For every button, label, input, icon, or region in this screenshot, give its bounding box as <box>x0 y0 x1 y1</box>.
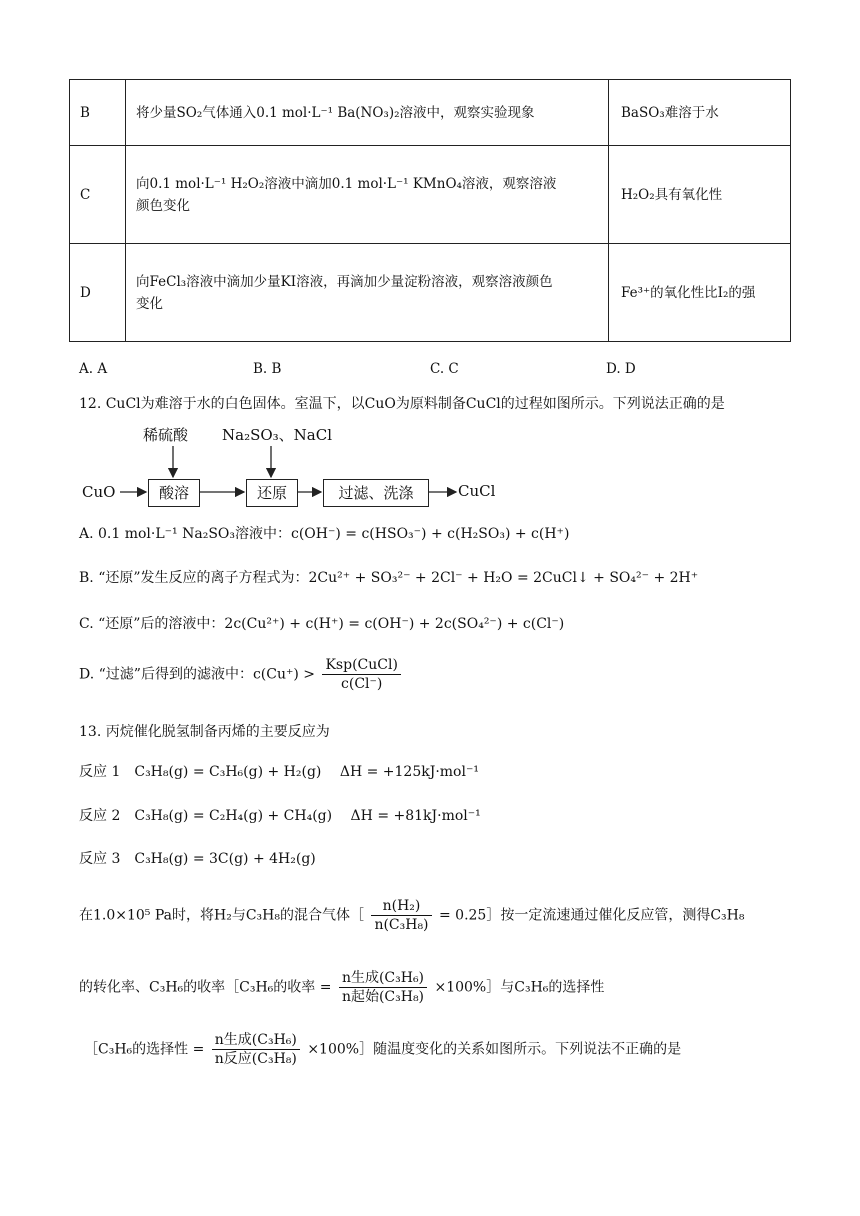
row-conclusion: Fe³⁺的氧化性比I₂的强 <box>609 244 791 342</box>
reaction-1: 反应 1 C₃H₈(g) = C₃H₆(g) + H₂(g) ΔH = +125kJ·mol⁻¹ <box>79 764 479 780</box>
reagent-reducer: Na₂SO₃、NaCl <box>222 426 333 444</box>
row-operation-line: 向FeCl₃溶液中滴加少量KI溶液，再滴加少量淀粉溶液，观察溶液颜色 <box>136 273 553 290</box>
ratio-fraction <box>371 897 431 934</box>
row-operation-line: 颜色变化 <box>136 197 190 214</box>
yield-text: 的转化率、C₃H₆的收率［C₃H₆的收率 = <box>79 979 332 996</box>
flow-end: CuCl <box>458 482 496 500</box>
row-operation-line: 变化 <box>136 295 163 312</box>
option-d-prefix: D. “过滤”后得到的滤液中：c(Cu⁺) > <box>79 666 316 683</box>
flow-step-acid: 酸溶 <box>148 479 200 507</box>
fraction-denominator: n反应(C₃H₈) <box>214 1051 297 1067</box>
q12-option-c[interactable]: C. “还原”后的溶液中：2c(Cu²⁺) + c(H⁺) = c(OH⁻) + 2c(SO₄²⁻) + c(Cl⁻) <box>79 616 565 632</box>
fraction-numerator: n生成(C₃H₆) <box>339 969 427 988</box>
q12-option-a[interactable]: A. 0.1 mol·L⁻¹ Na₂SO₃溶液中：c(OH⁻) = c(HSO₃⁻) + c(H₂SO₃) + c(H⁺) <box>79 526 570 542</box>
row-operation: 将少量SO₂气体通入0.1 mol·L⁻¹ Ba(NO₃)₂溶液中，观察实验现象 <box>126 80 609 146</box>
flow-step-reduce: 还原 <box>246 479 298 507</box>
flow-step-filter: 过滤、洗涤 <box>323 479 429 507</box>
selectivity-text: ×100%］随温度变化的关系如图所示。下列说法不正确的是 <box>307 1041 682 1058</box>
row-conclusion: H₂O₂具有氧化性 <box>609 146 791 244</box>
choice-d[interactable]: D. D <box>606 361 636 377</box>
q12-option-d[interactable] <box>79 656 404 693</box>
q13-stem: 13. 丙烷催化脱氢制备丙烯的主要反应为 <box>79 724 330 740</box>
fraction-numerator: n(H₂) <box>371 897 431 916</box>
reagent-acid: 稀硫酸 <box>143 426 189 444</box>
q13-selectivity-definition <box>84 1031 681 1068</box>
yield-fraction <box>339 969 427 1006</box>
fraction-numerator: Ksp(CuCl) <box>322 656 400 675</box>
selectivity-text: ［C₃H₆的选择性 = <box>84 1041 205 1058</box>
fraction-denominator: n起始(C₃H₈) <box>341 989 425 1005</box>
q13-yield-definition <box>79 969 604 1006</box>
row-key: B <box>70 80 126 146</box>
q12-stem: 12. CuCl为难溶于水的白色固体。室温下，以CuO为原料制备CuCl的过程如图所示。下列说法正确的是 <box>79 396 725 412</box>
row-key: C <box>70 146 126 244</box>
condition-text: = 0.25］按一定流速通过催化反应管，测得C₃H₈ <box>438 907 745 924</box>
q13-condition <box>79 897 744 934</box>
q12-option-b[interactable]: B. “还原”发生反应的离子方程式为：2Cu²⁺ + SO₃²⁻ + 2Cl⁻ + H₂O = 2CuCl↓ + SO₄²⁻ + 2H⁺ <box>79 570 699 586</box>
selectivity-fraction <box>212 1031 300 1068</box>
choice-a[interactable]: A. A <box>79 361 108 377</box>
choice-c[interactable]: C. C <box>430 361 459 377</box>
row-conclusion: BaSO₃难溶于水 <box>609 80 791 146</box>
reaction-3: 反应 3 C₃H₈(g) = 3C(g) + 4H₂(g) <box>79 851 316 867</box>
flow-start: CuO <box>82 483 116 501</box>
row-key: D <box>70 244 126 342</box>
choice-b[interactable]: B. B <box>253 361 282 377</box>
fraction-denominator: n(C₃H₈) <box>374 917 429 933</box>
reaction-2: 反应 2 C₃H₈(g) = C₂H₄(g) + CH₄(g) ΔH = +81kJ·mol⁻¹ <box>79 808 481 824</box>
condition-text: 在1.0×10⁵ Pa时，将H₂与C₃H₈的混合气体［ <box>79 907 364 924</box>
ksp-fraction <box>322 656 400 693</box>
fraction-numerator: n生成(C₃H₆) <box>212 1031 300 1050</box>
fraction-denominator: c(Cl⁻) <box>341 676 383 692</box>
row-operation-line: 向0.1 mol·L⁻¹ H₂O₂溶液中滴加0.1 mol·L⁻¹ KMnO₄溶液，观察溶液 <box>136 175 557 192</box>
yield-text: ×100%］与C₃H₆的选择性 <box>434 979 605 996</box>
